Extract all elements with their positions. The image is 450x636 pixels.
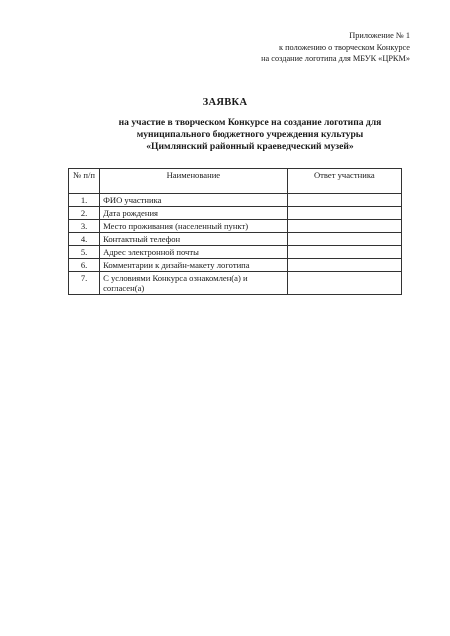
row-name: Место проживания (населенный пункт) [100, 220, 288, 233]
appendix-line-2: к положению о творческом Конкурсе [279, 42, 410, 52]
row-number: 3. [69, 220, 100, 233]
row-number: 7. [69, 272, 100, 295]
row-name: Комментарии к дизайн-макету логотипа [100, 259, 288, 272]
row-answer-cell[interactable] [287, 194, 401, 207]
row-name: Адрес электронной почты [100, 246, 288, 259]
subtitle-line-1: на участие в творческом Конкурсе на создание логотипа для [118, 117, 382, 128]
appendix-note [261, 30, 410, 65]
row-name: Контактный телефон [100, 233, 288, 246]
table-header-row [69, 169, 402, 194]
application-form-table [68, 168, 402, 295]
row-answer-cell[interactable] [287, 207, 401, 220]
row-answer-cell[interactable] [287, 233, 401, 246]
table-row [69, 233, 402, 246]
row-name: ФИО участника [100, 194, 288, 207]
row-number: 2. [69, 207, 100, 220]
row-number: 1. [69, 194, 100, 207]
row-answer-cell[interactable] [287, 246, 401, 259]
row-answer-cell[interactable] [287, 259, 401, 272]
table-row [69, 246, 402, 259]
table-row [69, 207, 402, 220]
subtitle-line-2: муниципального бюджетного учреждения культуры [136, 129, 364, 140]
row-name: С условиями Конкурса ознакомлен(а) и согласен(а) [100, 272, 288, 295]
document-title: ЗАЯВКА [202, 97, 248, 108]
row-answer-cell[interactable] [287, 220, 401, 233]
header-number: № п/п [69, 169, 100, 194]
table-row [69, 272, 402, 295]
row-number: 5. [69, 246, 100, 259]
table-row [69, 194, 402, 207]
table-row [69, 259, 402, 272]
subtitle-line-3: «Цимлянский районный краеведческий музей» [146, 141, 354, 152]
header-answer: Ответ участника [287, 169, 401, 194]
row-number: 4. [69, 233, 100, 246]
header-name: Наименование [100, 169, 288, 194]
document-subtitle [95, 117, 405, 153]
row-name: Дата рождения [100, 207, 288, 220]
row-answer-cell[interactable] [287, 272, 401, 295]
appendix-line-1: Приложение № 1 [349, 31, 410, 40]
table-row [69, 220, 402, 233]
row-number: 6. [69, 259, 100, 272]
appendix-line-3: на создание логотипа для МБУК «ЦРКМ» [261, 54, 410, 63]
